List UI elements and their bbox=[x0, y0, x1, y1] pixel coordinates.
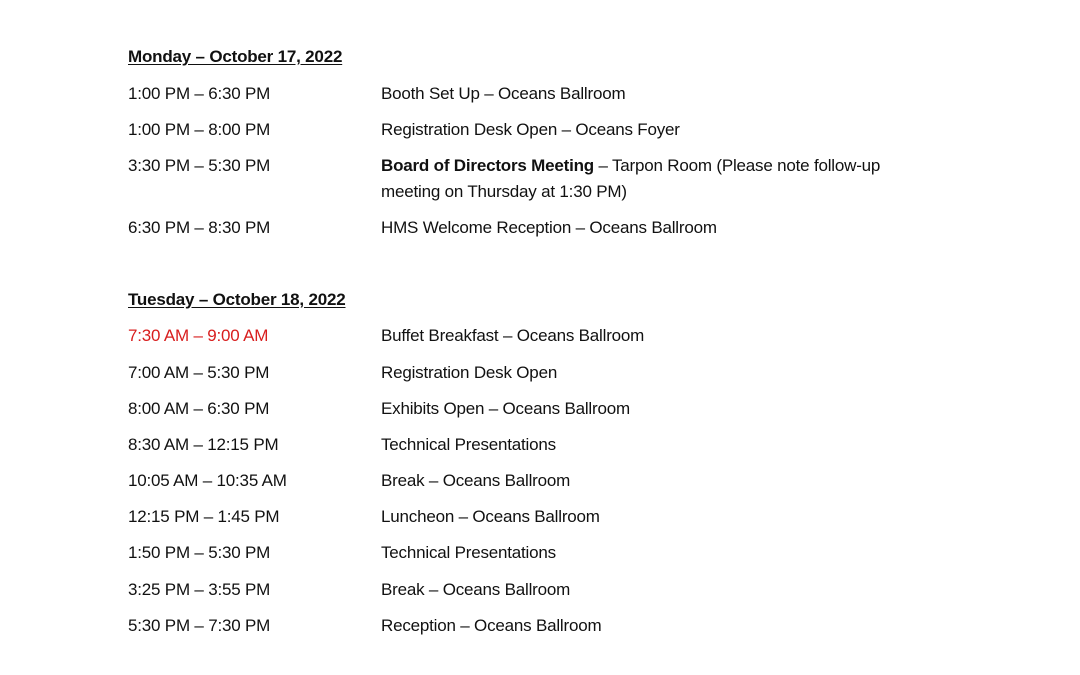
event-time: 1:00 PM – 6:30 PM bbox=[128, 84, 271, 103]
event-time-highlighted: 7:30 AM – 9:00 AM bbox=[128, 326, 269, 345]
day-heading-tuesday: Tuesday – October 18, 2022 bbox=[128, 290, 346, 309]
event-description: Exhibits Open – Oceans Ballroom bbox=[381, 399, 630, 418]
event-description: Technical Presentations bbox=[381, 435, 556, 454]
event-time: 8:00 AM – 6:30 PM bbox=[128, 399, 270, 418]
event-description bbox=[381, 153, 901, 205]
event-description-rest: – Tarpon Room (Please note follow-up meeting on Thursday at 1:30 PM) bbox=[381, 156, 881, 201]
event-time: 10:05 AM – 10:35 AM bbox=[128, 471, 287, 490]
event-description: Technical Presentations bbox=[381, 543, 556, 562]
event-time: 3:25 PM – 3:55 PM bbox=[128, 580, 271, 599]
event-description: Registration Desk Open – Oceans Foyer bbox=[381, 120, 680, 139]
event-title-bold: Board of Directors Meeting bbox=[381, 156, 594, 175]
event-time: 6:30 PM – 8:30 PM bbox=[128, 218, 271, 237]
event-time: 12:15 PM – 1:45 PM bbox=[128, 507, 280, 526]
event-time: 3:30 PM – 5:30 PM bbox=[128, 156, 271, 175]
event-description: Booth Set Up – Oceans Ballroom bbox=[381, 84, 626, 103]
event-time: 5:30 PM – 7:30 PM bbox=[128, 616, 271, 635]
event-time: 7:00 AM – 5:30 PM bbox=[128, 363, 270, 382]
event-description: Break – Oceans Ballroom bbox=[381, 580, 571, 599]
event-description: Registration Desk Open bbox=[381, 363, 558, 382]
event-description: Reception – Oceans Ballroom bbox=[381, 616, 602, 635]
event-description: Luncheon – Oceans Ballroom bbox=[381, 507, 600, 526]
event-description: HMS Welcome Reception – Oceans Ballroom bbox=[381, 218, 717, 237]
event-time: 1:00 PM – 8:00 PM bbox=[128, 120, 271, 139]
day-heading-monday: Monday – October 17, 2022 bbox=[128, 47, 343, 66]
event-time: 1:50 PM – 5:30 PM bbox=[128, 543, 271, 562]
event-time: 8:30 AM – 12:15 PM bbox=[128, 435, 279, 454]
event-description: Break – Oceans Ballroom bbox=[381, 471, 571, 490]
event-description: Buffet Breakfast – Oceans Ballroom bbox=[381, 326, 645, 345]
